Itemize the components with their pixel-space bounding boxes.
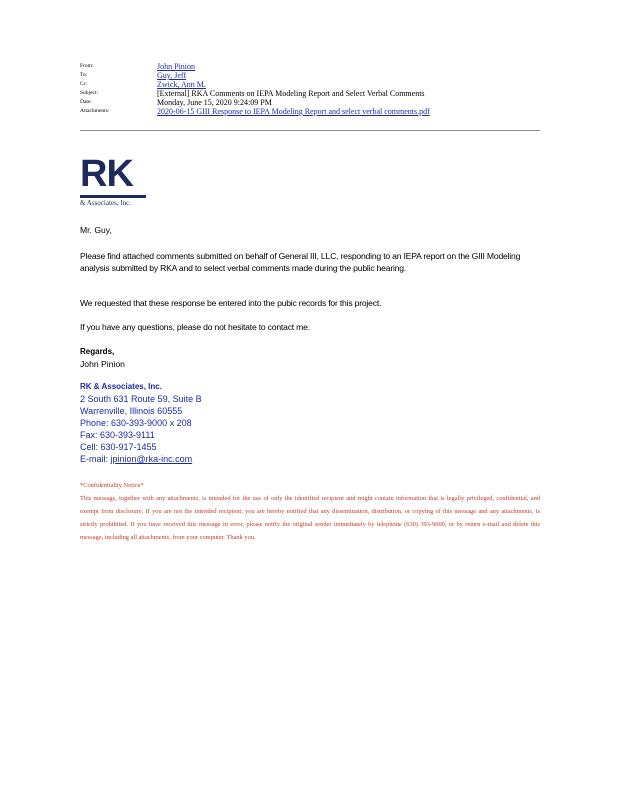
confidentiality-title: *Confidentiality Notice*	[80, 482, 144, 489]
signature-address-1: 2 South 631 Route 59, Suite B	[80, 394, 202, 404]
signature-cell: Cell: 630-917-1455	[80, 442, 157, 452]
to-value[interactable]: Guy, Jeff	[157, 71, 187, 80]
header-divider	[80, 130, 540, 131]
cc-label: Cc:	[80, 81, 88, 87]
attachment-link[interactable]: 2020-06-15 GIII Response to IEPA Modeling Report and select verbal comments.pdf	[157, 107, 430, 116]
email-header	[80, 62, 540, 116]
regards: Regards,	[80, 347, 115, 356]
confidentiality-notice	[80, 479, 540, 544]
confidentiality-text: This message, together with any attachments, is intended for the use of only the identified recipient and might contain information that is legally privileged, confidential, and exempt from disclosure. If you are not the intended recipient, you are hereby notified that any dissemination, distribution, or copying of this message and any attachments, is strictly prohibited. If you have received this message in error, please notify the original sender immediately by telephone (630) 393-9000, or by return e-mail and delete this message, including all attachments, from your computer. Thank you.	[80, 495, 540, 541]
subject-row	[80, 89, 540, 98]
signature-block	[80, 381, 202, 465]
date-label: Date:	[80, 99, 92, 105]
signature-email-link[interactable]: jpinion@rka-inc.com	[110, 454, 193, 464]
sender-name: John Pinion	[80, 359, 125, 369]
logo-letters: RK	[80, 153, 133, 195]
attachments-row	[80, 107, 540, 116]
greeting: Mr. Guy,	[80, 225, 112, 235]
signature-email-label: E-mail:	[80, 454, 111, 464]
attachments-label: Attachments:	[80, 108, 110, 114]
signature-address-2: Warrenville, Illinois 60555	[80, 406, 183, 416]
logo-subtitle: & Associates, Inc.	[80, 199, 131, 207]
body-paragraph-2: We requested that these response be entered into the pubic records for this project.	[80, 298, 382, 308]
from-row	[80, 62, 540, 71]
body-paragraph-3: If you have any questions, please do not hesitate to contact me.	[80, 322, 310, 332]
date-row	[80, 98, 540, 107]
cc-row	[80, 80, 540, 89]
date-value: Monday, June 15, 2020 9:24:09 PM	[157, 98, 272, 107]
signature-email-row	[80, 453, 202, 465]
to-label: To:	[80, 72, 88, 78]
from-label: From:	[80, 63, 94, 69]
signature-company: RK & Associates, Inc.	[80, 382, 162, 391]
subject-label: Subject:	[80, 90, 99, 96]
company-logo	[80, 153, 146, 212]
signature-phone: Phone: 630-393-9000 x 208	[80, 418, 192, 428]
from-value[interactable]: John Pinion	[157, 62, 196, 71]
cc-value[interactable]: Zwick, Ann M.	[157, 80, 206, 89]
logo-bar	[80, 195, 146, 198]
to-row	[80, 71, 540, 80]
signature-fax: Fax: 630-393-9111	[80, 430, 155, 440]
subject-value: [External] RKA Comments on IEPA Modeling Report and Select Verbal Comments	[157, 89, 425, 98]
body-paragraph-1: Please find attached comments submitted on behalf of General III, LLC, responding to an IEPA report on the GIII Modeling analysis submitted by RKA and to select verbal comments made during the public hearing.	[80, 251, 521, 273]
